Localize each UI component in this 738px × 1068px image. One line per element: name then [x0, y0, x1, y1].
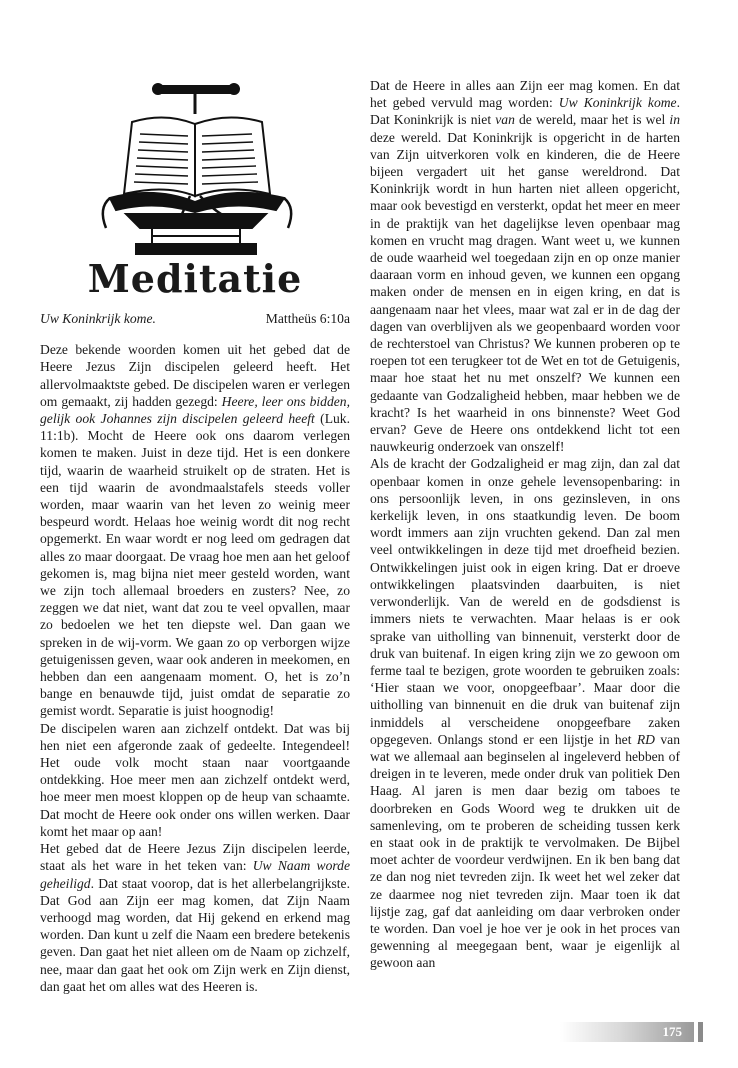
italic-text: Heere, leer ons bidden, gelijk ook Johannes zijn discipelen geleerd heeft — [40, 393, 350, 427]
scripture-reference: Mattheüs 6:10a — [265, 311, 350, 326]
left-column — [40, 78, 350, 995]
left-column-body — [40, 341, 350, 995]
page-title: Meditatie — [87, 256, 303, 301]
open-bible-lectern-icon — [40, 78, 350, 258]
text-run: . Dat Koninkrijk is niet — [370, 95, 680, 128]
scripture-quote: Uw Koninkrijk kome. — [40, 311, 156, 326]
page-footer-bar — [560, 1022, 694, 1042]
italic-text: Uw Naam worde geheiligd — [40, 858, 350, 891]
paragraph — [370, 77, 680, 455]
text-run: Deze bekende woorden komen uit het gebed dat de Heere Jezus Zijn discipelen geleerd heeft. Het allervolmaaktste gebed. De discipelen waren er verlegen om gemaakt, zij hadden gezegd: — [40, 342, 350, 409]
scripture-reference-line — [40, 310, 350, 327]
italic-text: RD — [636, 731, 655, 747]
footer-tick-mark — [698, 1022, 703, 1042]
text-run: . Dat staat voorop, dat is het allerbelangrijkste. Dat God aan Zijn eer mag komen, dat Zijn Naam verhoogd mag worden, dat Hij gekend en erkend mag worden. Dan kunt u zelf die Naam een bredere betekenis geven. Dan gaat het niet alleen om de Naam op zichzelf, nee, maar dan gaat het ook om Zijn werk en Zijn dienst, dan gaat het om alles wat des Heeren is. — [40, 875, 350, 994]
page-number: 175 — [662, 1024, 682, 1039]
paragraph — [40, 720, 350, 840]
text-run: Het gebed dat de Heere Jezus Zijn discipelen leerde, staat als het ware in het teken van: — [40, 841, 350, 874]
italic-text: Uw Koninkrijk kome — [558, 95, 677, 111]
paragraph — [40, 341, 350, 719]
paragraph — [40, 840, 350, 995]
text-run: Als de kracht der Godzaligheid er mag zijn, dan zal dat openbaar komen in onze gehele levensopenbaring: in ons persoonlijk leven, in ons gezinsleven, in ons kerkelijk leven, in ons staatkundig leven. De boom wordt immers aan zijn vruchten gekend. Dan zal men veel ontwikkelingen in deze tijd met droefheid bezien. Ontwikkelingen juist ook in eigen kring. Dat er droeve ontwikkelingen plaatsvinden daarbuiten, is niet verwonderlijk. Van de wereld en de godsdienst is immers niets te verwachten. Maar helaas is er ook sprake van uitholling van binnenuit, versterkt door de druk van buitenaf. In eigen kring zijn we zo gewoon om ferme taal te bezigen, grote woorden te gebruiken zoals: ‘Hier staan we voor, onopgeefbaar’. Maar door die uitholling van binnenuit en die druk van buitenaf zijn inmiddels al verscheidene onopgeefbare zaken opgegeven. Onlangs stond er een lijstje in het — [370, 456, 680, 747]
text-run: deze wereld. Dat Koninkrijk is opgericht in de harten van Zijn uitverkoren volk en kinderen, die de Heere bijeen vergadert uit het ganse wereldrond. Dat Koninkrijk wordt in hun harten niet alleen opgericht, maar ook bevestigd en versterkt, opdat het meer en meer in de praktijk van het dagelijkse leven openbaar mag komen en vrucht mag dragen. Want weet u, we kunnen de oude waarheid wel toegedaan zijn en op onze manier daaraan vorm en inhoud geven, we kunnen een opgang maken onder de mensen en in eigen kring, en dat is aangenaam naar het vlees, maar wat zal er in de dag der dagen van overblijven als we geopenbaard worden voor de rechterstoel van Christus? We kunnen proberen op te roepen tot een terugkeer tot de Wet en tot de Getuigenis, maar hoe staat het nu met onszelf? We kunnen een gedaante van Godzaligheid hebben, maar hebben we de kracht? Is het waarheid in ons binnenste? Weet God ervan? Geve de Heere ons ontdekkend licht tot een nauwkeurig onderzoek van onszelf! — [370, 129, 680, 455]
text-run: van wat we allemaal aan beginselen al ingeleverd hebben of dreigen in te leveren, mede onder druk van politiek Den Haag. Al jaren is men daar bezig om taboes te doorbreken en Gods Woord weg te drukken uit de samenleving, om te proberen de scheiding tussen kerk en staat ook in de praktijk te vervolmaken. De Bijbel moet achter de voordeur verdwijnen. En ik ben bang dat ze dan nog niet tevreden zijn. Ik weet het wel zeker dat ze daarmee nog niet tevreden zijn. Maar toen ik dat lijstje zag, gaf dat aanleiding om daar verbroken onder te worden. Dan voel je hoe ver je ook in het proces van gewenning al meegegaan bent, waar je eigenlijk al gewoon aan — [370, 731, 681, 971]
text-run: (Luk. 11:1b). Mocht de Heere ook ons daarom verlegen komen te maken. Juist in deze tijd. Het is een donkere tijd, waarin de waarheid struikelt op de straten. Het is een tijd waarin de avondmaalstafels steeds voller worden, maar waarin van het leven zo weinig meer bespeurd wordt. Helaas hoe weinig wordt dit nog recht opgemerkt. En waar wordt er nog leed om gedragen dat alles zo maar doorgaat. De vraag hoe men aan het geloof gekomen is, mag bijna niet meer gesteld worden, want we zijn toch allemaal broeders en zusters? Nee, zo zeggen we dat niet, want dat zou te veel opvallen, maar zo bedoelen we het ten diepste wel. Dan gaan we spreken in de wij-vorm. We gaan zo op verborgen wijze getuigenissen geven, waar ook anderen in meekomen, en hebben dan een aangenaam moment. O, het is zo’n bange en benauwde tijd, juist omdat de separatie zo gemist wordt. Separatie is juist hoognodig! — [40, 411, 350, 719]
text-run: de wereld, maar het is wel — [514, 112, 670, 128]
right-column — [370, 77, 680, 972]
text-run: Dat de Heere in alles aan Zijn eer mag komen. En dat het gebed vervuld mag worden: — [370, 78, 680, 111]
italic-text: in — [669, 112, 680, 128]
italic-text: van — [495, 112, 515, 128]
right-column-body — [370, 77, 680, 972]
text-run: De discipelen waren aan zichzelf ontdekt. Dat was bij hen niet een afgeronde zaak of gedeelte. Integendeel! Het oude volk mocht staan naar voortgaande ontdekking. Hoe meer men aan zichzelf ontdekt werd, hoe meer men moest kloppen op de heup van schaamte. Dat mocht de Heere ook onder ons willen werken. Daar komt het maar op aan! — [40, 720, 350, 839]
paragraph — [370, 455, 680, 971]
